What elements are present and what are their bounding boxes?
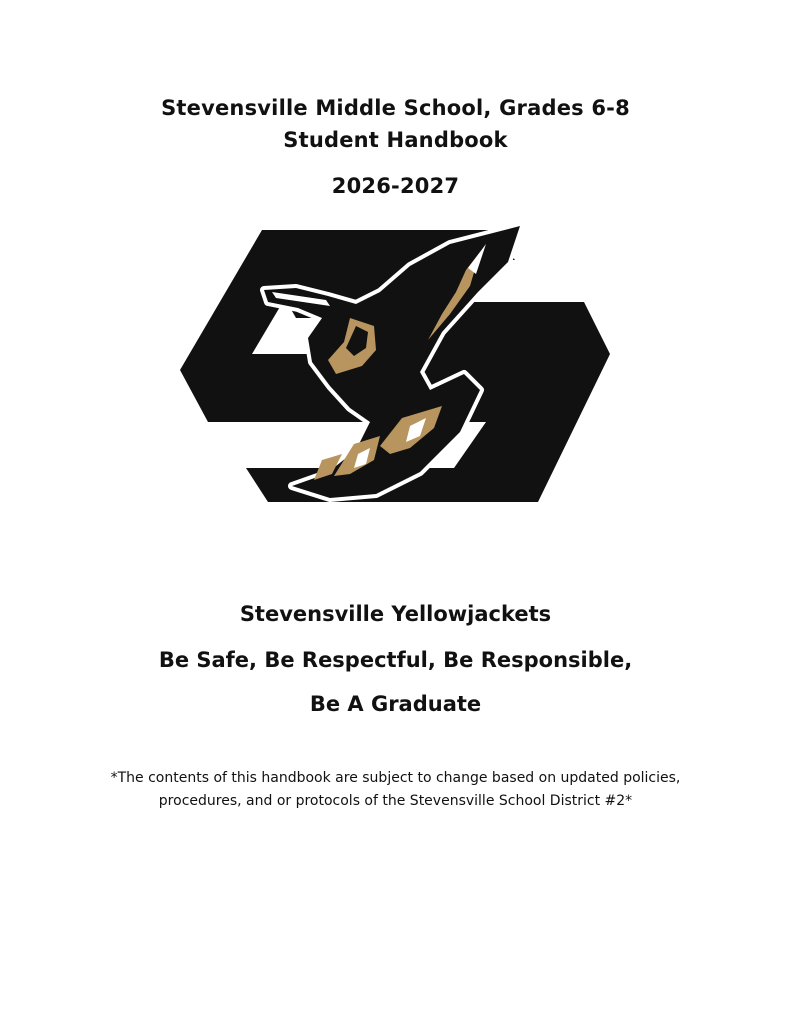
school-title: Stevensville Middle School, Grades 6-8: [161, 96, 630, 120]
disclaimer-line-2: procedures, and or protocols of the Stevensville School District #2*: [158, 793, 633, 809]
yellowjacket-s-logo-icon: [180, 222, 612, 510]
team-name: Stevensville Yellowjackets: [239, 602, 552, 626]
school-year: 2026-2027: [331, 174, 460, 198]
handbook-title: Student Handbook: [283, 128, 508, 152]
school-values: Be Safe, Be Respectful, Be Responsible,: [158, 648, 633, 672]
school-goal: Be A Graduate: [309, 692, 482, 716]
disclaimer-line-1: *The contents of this handbook are subject to change based on updated policies,: [110, 770, 681, 786]
